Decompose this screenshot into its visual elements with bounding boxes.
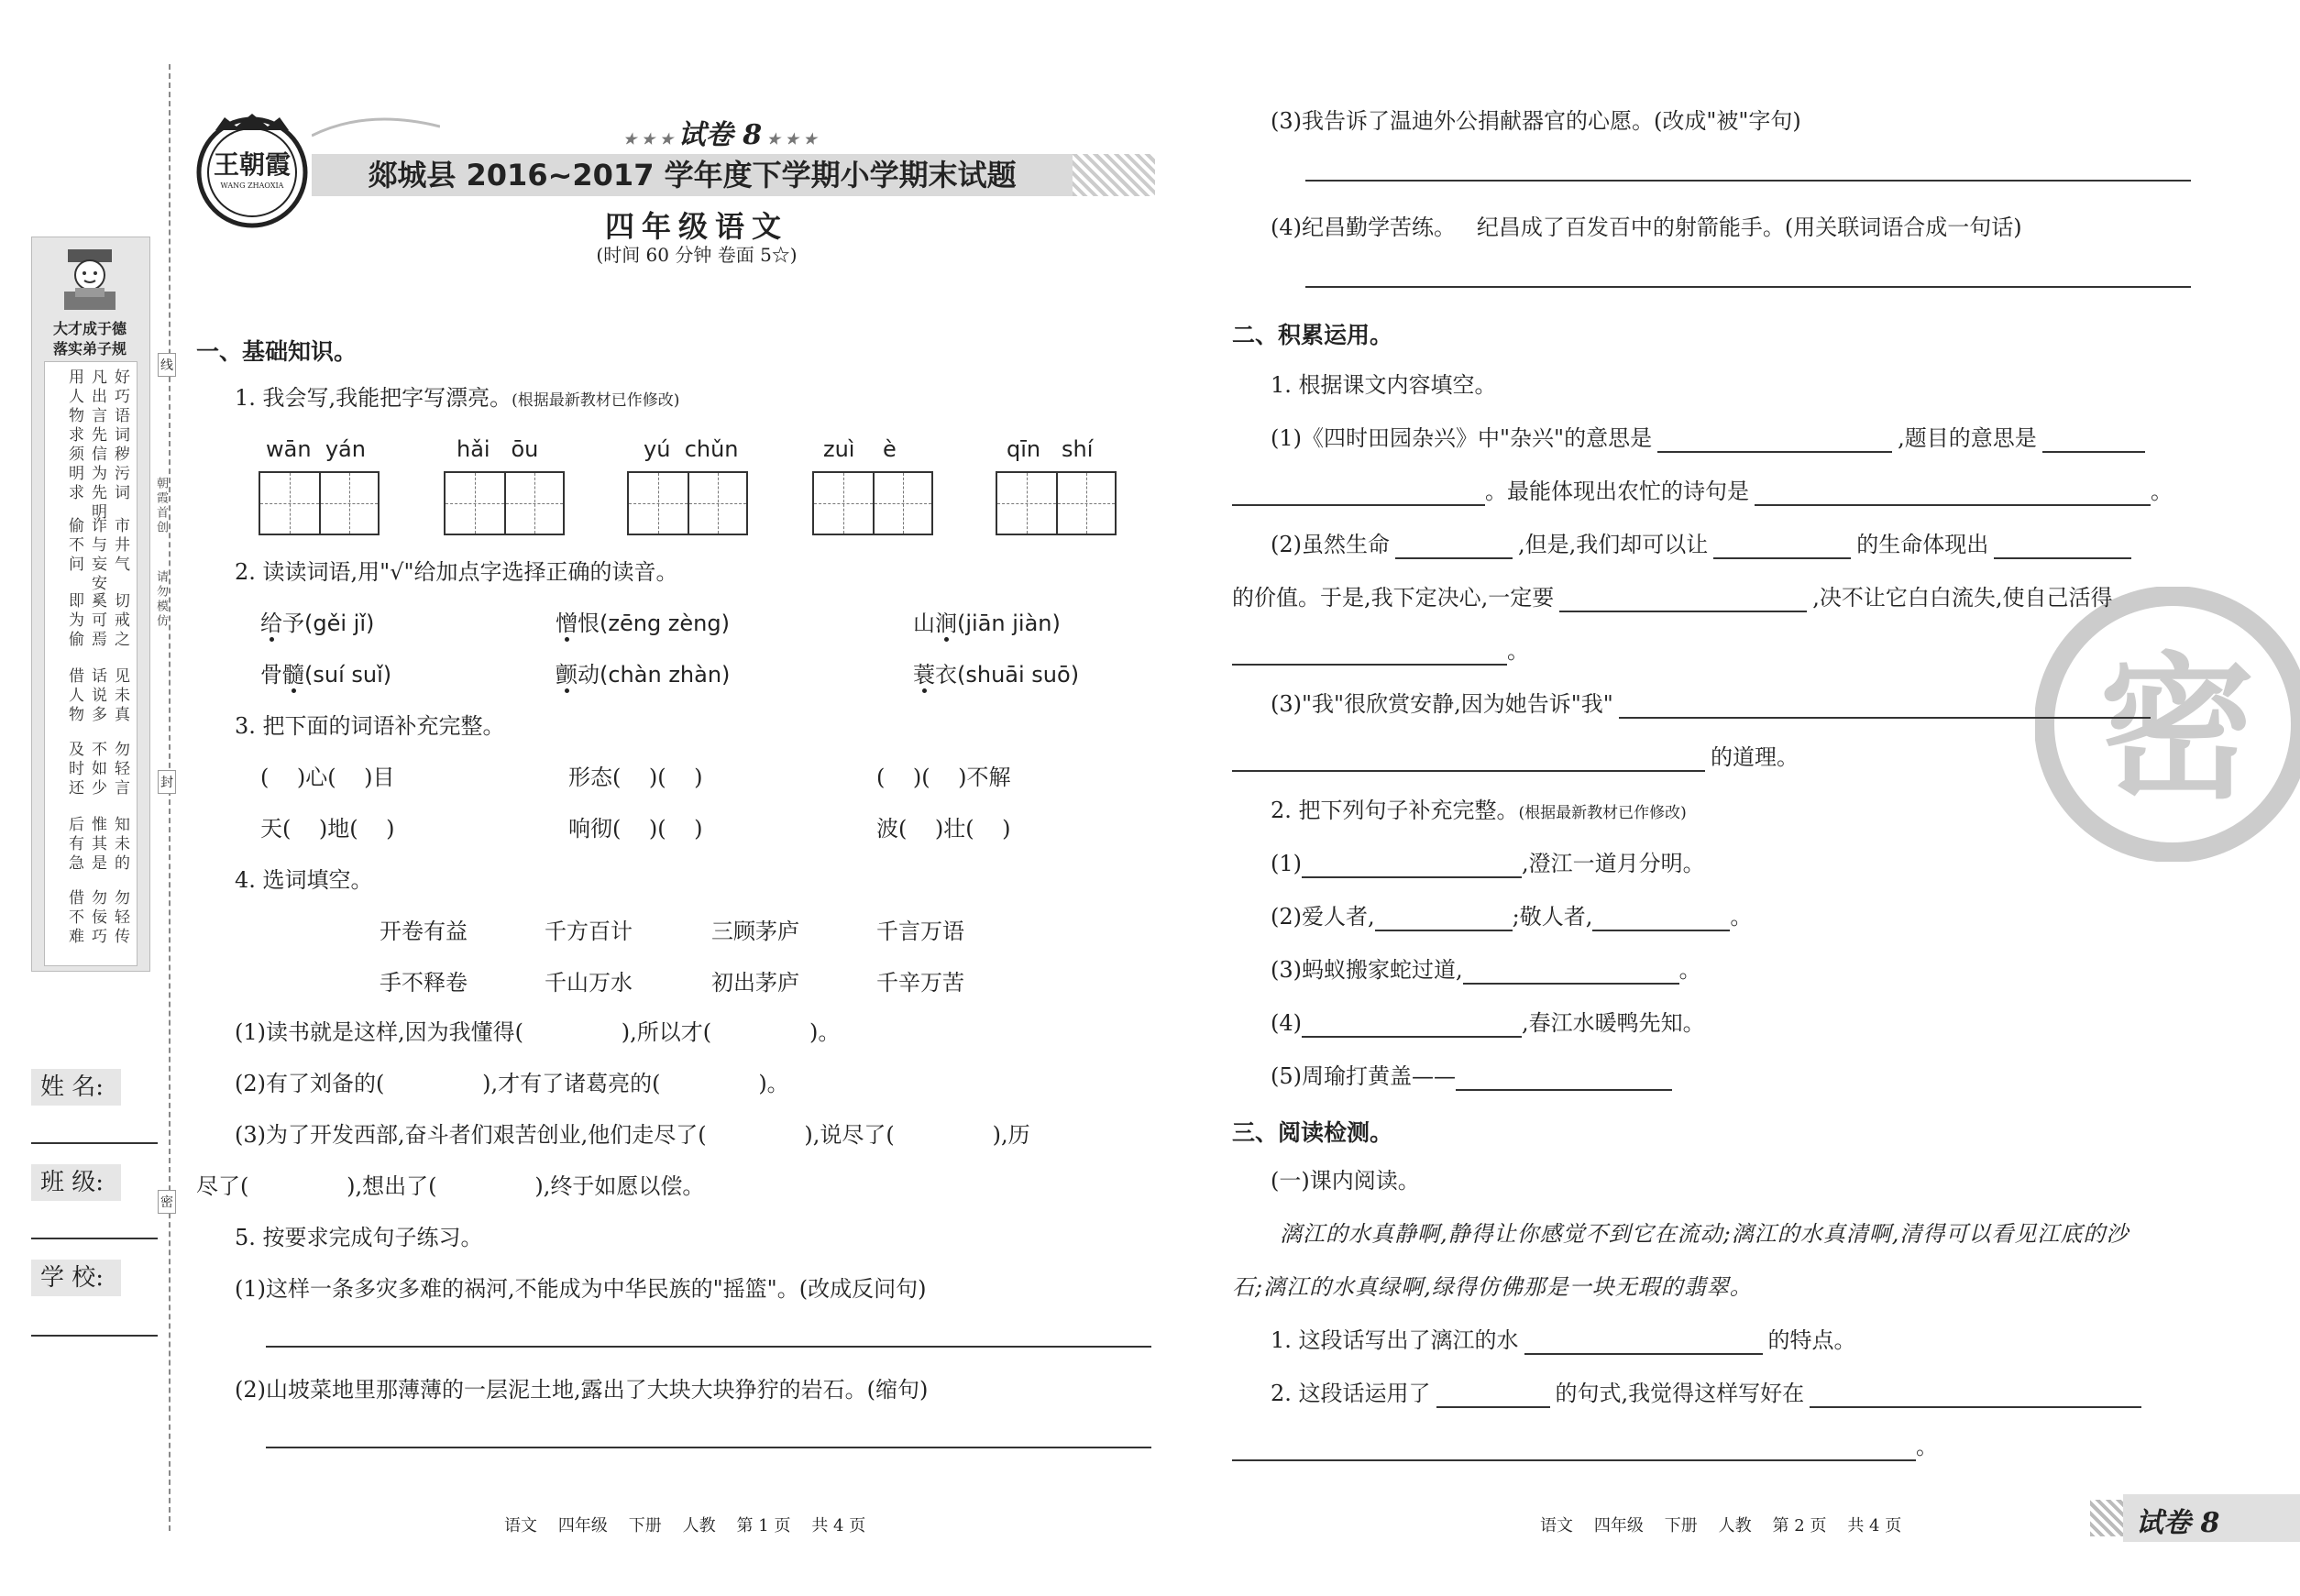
proverb-column: 及时还 <box>65 741 83 798</box>
fill-blank[interactable] <box>1619 693 2151 719</box>
word-bank-item: 三顾茅庐 <box>711 919 799 944</box>
pronunciation-item[interactable]: 骨髓(suí suǐ) <box>260 662 392 688</box>
proverb-column: 知未的 <box>111 816 129 874</box>
page-2-footer: 语文 四年级 下册 人教 第 2 页 共 4 页 <box>1540 1516 1902 1535</box>
pinyin-label: wān yán <box>266 436 366 462</box>
q5-task: (4)纪昌勤学苦练。 纪昌成了百发百中的射箭能手。(用关联词语合成一句话) <box>1271 215 2022 240</box>
writing-grid[interactable] <box>996 471 1117 535</box>
fill-sentence: 的价值。于是,我下定决心,一定要 ,决不让它白白流失,使自己活得 <box>1232 585 2113 611</box>
fill-blank[interactable] <box>1592 906 1730 931</box>
fill-sentence: (3)"我"很欣赏安静,因为她告诉"我" <box>1271 689 2151 719</box>
class-label: 班 级: <box>31 1164 121 1201</box>
fill-blank[interactable] <box>1375 906 1513 931</box>
fill-blank[interactable] <box>1232 480 1485 506</box>
fill-blank[interactable] <box>1302 853 1522 878</box>
word-bank-item: 手不释卷 <box>380 970 468 996</box>
proverb-column: 偷不问 <box>65 517 83 575</box>
q1-prompt: 1. 我会写,我能把字写漂亮。(根据最新教材已作修改) <box>235 385 680 411</box>
stamp-glyph: 密 <box>2099 637 2256 820</box>
q4-prompt: 4. 选词填空。 <box>235 867 373 893</box>
proverb-column: 秽污词 <box>111 446 129 503</box>
reading-question: 1. 这段话写出了漓江的水 的特点。 <box>1271 1327 1856 1353</box>
idiom-blank[interactable]: ( )( )不解 <box>876 765 1011 790</box>
word-bank-item: 千辛万苦 <box>876 970 964 996</box>
fill-blank[interactable] <box>1232 746 1705 772</box>
proverb-column: 惟其是 <box>88 816 106 874</box>
fill-blank[interactable] <box>1657 427 1892 453</box>
q2-prompt: 2. 读读词语,用"√"给加点字选择正确的读音。 <box>235 559 678 585</box>
idiom-blank[interactable]: 形态( )( ) <box>568 765 703 790</box>
reading-passage: 漓江的水真静啊,静得让你感觉不到它在流动;漓江的水真清啊,清得可以看见江底的沙 <box>1280 1221 2129 1247</box>
proverb-column: 须明求 <box>65 446 83 503</box>
proverb-column: 话说多 <box>88 667 106 725</box>
name-field[interactable] <box>31 1142 158 1144</box>
pinyin-label: zuì è <box>823 436 897 462</box>
q3-prompt: 3. 把下面的词语补充完整。 <box>235 713 505 739</box>
answer-line[interactable] <box>266 1346 1151 1348</box>
brand-sub: WANG ZHAOXIA <box>220 182 284 190</box>
pinyin-label: qīn shí <box>1007 436 1094 462</box>
proverb-column: 勿佞巧 <box>88 889 106 947</box>
name-label: 姓 名: <box>31 1069 121 1106</box>
star-decoration-icon: ★ ★ ★ <box>623 130 678 148</box>
title-ribbon-decoration <box>312 108 440 145</box>
proverb-column: 借不难 <box>65 889 83 947</box>
notice-text: 朝霞首创 <box>154 477 168 535</box>
proverb-column: 信为先明 <box>88 446 106 523</box>
fill-sentence: (5)周瑜打黄盖—— <box>1271 1062 1672 1091</box>
q4-sentence[interactable]: (1)读书就是这样,因为我懂得( ),所以才( )。 <box>235 1019 841 1045</box>
binding-dashed-line <box>169 64 171 1531</box>
proverb-column: 后有急 <box>65 816 83 874</box>
proverb-column: 奚可焉 <box>88 592 106 650</box>
fill-blank[interactable] <box>1232 640 1507 666</box>
fill-blank[interactable] <box>1463 959 1679 985</box>
binding-mark: 线 <box>158 353 176 377</box>
idiom-blank[interactable]: 天( )地( ) <box>260 816 395 842</box>
answer-line[interactable] <box>1305 180 2191 182</box>
proverb-column: 即为偷 <box>65 592 83 650</box>
fill-blank[interactable] <box>1524 1329 1763 1355</box>
fill-blank[interactable] <box>2042 427 2145 453</box>
subject-title: 四年级语文 <box>604 209 788 244</box>
exam-title: 郯城县 2016~2017 学年度下学期小学期末试题 <box>368 158 1017 193</box>
fill-blank[interactable] <box>1302 1012 1522 1038</box>
fill-blank[interactable] <box>1755 480 2151 506</box>
class-field[interactable] <box>31 1238 158 1239</box>
notice-text: 请勿模仿 <box>154 570 168 629</box>
word-bank-item: 开卷有益 <box>380 919 468 944</box>
pronunciation-item[interactable]: 颤动(chàn zhàn) <box>556 662 731 688</box>
proverb-column: 借人物 <box>65 667 83 725</box>
proverb-column: 市井气 <box>111 517 129 575</box>
writing-grid[interactable] <box>627 471 748 535</box>
q4-sentence[interactable]: (2)有了刘备的( ),才有了诸葛亮的( )。 <box>235 1071 789 1096</box>
fill-sentence: 的道理。 <box>1232 743 1799 772</box>
q5-task: (2)山坡菜地里那薄薄的一层泥土地,露出了大块大块狰狞的岩石。(缩句) <box>235 1377 929 1403</box>
word-bank-item: 千言万语 <box>876 919 964 944</box>
writing-grid[interactable] <box>812 471 933 535</box>
q4-sentence[interactable]: (3)为了开发西部,奋斗者们艰苦创业,他们走尽了( ),说尽了( ),历 <box>235 1122 1030 1148</box>
word-bank-item: 初出茅庐 <box>711 970 799 996</box>
page-1-footer: 语文 四年级 下册 人教 第 1 页 共 4 页 <box>504 1516 866 1535</box>
q2-1-prompt: 1. 根据课文内容填空。 <box>1271 372 1497 398</box>
brand-name: 王朝霞 <box>213 149 291 180</box>
binding-mark: 密 <box>158 1190 176 1214</box>
mascot-caption-2: 落实弟子规 <box>52 340 127 358</box>
fill-sentence: (4) ,春江水暖鸭先知。 <box>1271 1010 1705 1036</box>
q2-2-prompt: 2. 把下列句子补充完整。(根据最新教材已作修改) <box>1271 798 1687 823</box>
proverb-column: 见未真 <box>111 667 129 725</box>
fill-sentence: (3)蚂蚁搬家蛇过道, 。 <box>1271 957 1701 983</box>
q5-prompt: 5. 按要求完成句子练习。 <box>235 1225 483 1250</box>
proverb-column: 不如少 <box>88 741 106 798</box>
writing-grid[interactable] <box>444 471 565 535</box>
fill-sentence: (2)爱人者, ;敬人者, 。 <box>1271 904 1753 930</box>
fill-blank[interactable] <box>1456 1065 1672 1091</box>
reading-question: 。 <box>1232 1432 1938 1461</box>
pronunciation-item[interactable]: 给予(gěi jǐ) <box>260 611 375 636</box>
pronunciation-item[interactable]: 憎恨(zēng zèng) <box>556 611 730 636</box>
pronunciation-item[interactable]: 蓑衣(shuāi suō) <box>913 662 1080 688</box>
proverb-column: 诈与妄安 <box>88 517 106 594</box>
proverb-column: 凡出言先 <box>88 369 106 446</box>
idiom-blank[interactable]: 波( )壮( ) <box>876 816 1011 842</box>
mascot-illustration <box>48 244 132 315</box>
binding-mark: 封 <box>158 770 176 794</box>
exam-meta: (时间 60 分钟 卷面 5☆) <box>596 244 798 266</box>
fill-sentence: 。最能体现出农忙的诗句是 。 <box>1232 477 2173 506</box>
fill-blank[interactable] <box>1713 534 1851 559</box>
reading-question: 2. 这段话运用了 的句式,我觉得这样写好在 <box>1271 1379 2141 1408</box>
reading-subheading: (一)课内阅读。 <box>1271 1168 1420 1194</box>
proverb-column: 切戒之 <box>111 592 129 650</box>
fill-blank[interactable] <box>1559 587 1807 612</box>
word-bank-item: 千方百计 <box>545 919 633 944</box>
title-banner-pattern <box>1073 154 1155 196</box>
proverb-column: 勿轻言 <box>111 741 129 798</box>
fill-blank[interactable] <box>1810 1382 2141 1408</box>
fill-blank[interactable] <box>1994 534 2131 559</box>
school-label: 学 校: <box>31 1260 121 1296</box>
pronunciation-item[interactable]: 山涧(jiān jiàn) <box>913 611 1061 636</box>
fill-sentence: (1) ,澄江一道月分明。 <box>1271 851 1705 876</box>
idiom-blank[interactable]: 响彻( )( ) <box>568 816 703 842</box>
school-field[interactable] <box>31 1335 158 1337</box>
fill-blank[interactable] <box>1395 534 1513 559</box>
answer-line[interactable] <box>266 1447 1151 1448</box>
corner-tag-label: 试卷 8 <box>2136 1507 2220 1539</box>
fill-blank[interactable] <box>1232 1436 1916 1461</box>
answer-line[interactable] <box>1305 286 2191 288</box>
q5-task: (1)这样一条多灾多难的祸河,不能成为中华民族的"摇篮"。(改成反问句) <box>235 1276 927 1302</box>
paper-number: ★ ★ ★ 试卷 8 ★ ★ ★ <box>623 119 817 151</box>
section-1-heading: 一、基础知识。 <box>196 338 358 365</box>
star-decoration-icon: ★ ★ ★ <box>762 130 817 148</box>
q4-sentence[interactable]: 尽了( ),想出了( ),终于如愿以偿。 <box>196 1173 705 1199</box>
q5-task: (3)我告诉了温迪外公捐献器官的心愿。(改成"被"字句) <box>1271 108 1801 134</box>
proverb-column: 好巧语词 <box>111 369 129 446</box>
proverb-column: 勿轻传 <box>111 889 129 947</box>
fill-sentence: (1)《四时田园杂兴》中"杂兴"的意思是 ,题目的意思是 <box>1271 424 2145 453</box>
pinyin-label: yú chǔn <box>644 436 739 462</box>
q1-note: (根据最新教材已作修改) <box>512 391 680 410</box>
section-3-heading: 三、阅读检测。 <box>1232 1119 1393 1146</box>
proverb-column: 用人物求 <box>65 369 83 446</box>
fill-sentence: 。 <box>1232 636 1529 666</box>
corner-tag-pattern <box>2090 1500 2123 1536</box>
section-2-heading: 二、积累运用。 <box>1232 322 1393 348</box>
pinyin-label: hǎi ōu <box>457 436 539 462</box>
q2-2-note: (根据最新教材已作修改) <box>1518 804 1687 822</box>
fill-blank[interactable] <box>1436 1382 1550 1408</box>
fill-sentence: (2)虽然生命 ,但是,我们却可以让 的生命体现出 <box>1271 530 2131 559</box>
mascot-caption-1: 大才成于德 <box>52 320 127 337</box>
idiom-blank[interactable]: ( )心( )目 <box>260 765 395 790</box>
word-bank-item: 千山万水 <box>545 970 633 996</box>
writing-grid[interactable] <box>259 471 380 535</box>
reading-passage: 石;漓江的水真绿啊,绿得仿佛那是一块无瑕的翡翠。 <box>1232 1274 1753 1300</box>
